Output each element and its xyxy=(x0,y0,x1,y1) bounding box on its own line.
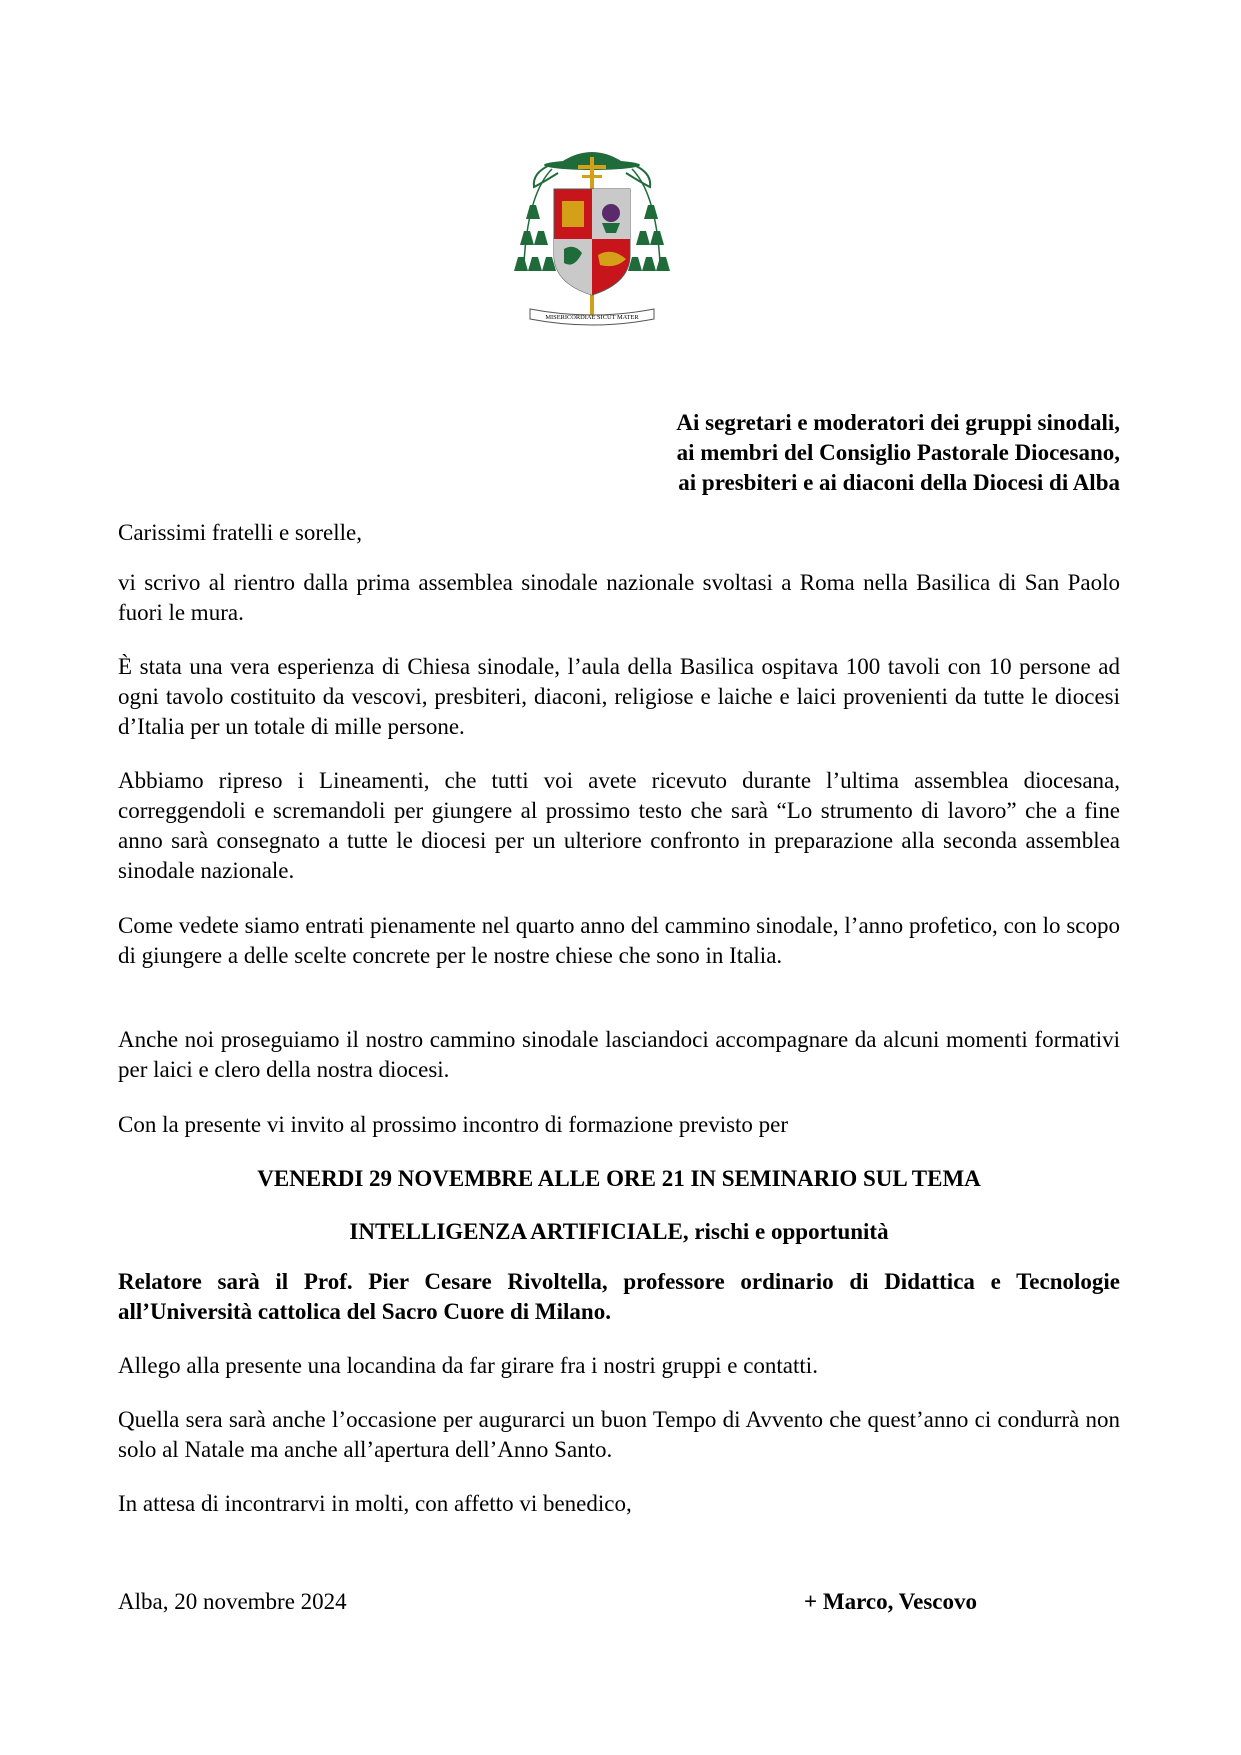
salutation: Carissimi fratelli e sorelle, xyxy=(118,520,362,545)
closing-paragraph-1 xyxy=(118,1351,1120,1381)
episcopal-coat-of-arms-icon xyxy=(512,143,672,343)
paragraph-1 xyxy=(118,568,1120,628)
addressee-line: ai presbiteri e ai diaconi della Diocesi di Alba xyxy=(678,470,1120,495)
paragraph-text: In attesa di incontrarvi in molti, con affetto vi benedico, xyxy=(118,1491,632,1516)
paragraph-6 xyxy=(118,1110,1120,1140)
paragraph-4 xyxy=(118,911,1120,971)
paragraph-text: È stata una vera esperienza di Chiesa sinodale, l’aula della Basilica ospitava 100 tavoli con 10 persone ad ogni tavolo costituito da vescovi, presbiteri, diaconi, religiose e laiche e laici provenienti da tutte le diocesi d’Italia per un totale di mille persone. xyxy=(118,654,1120,739)
paragraph-text: vi scrivo al rientro dalla prima assemblea sinodale nazionale svoltasi a Roma nella Basilica di San Paolo fuori le mura. xyxy=(118,570,1120,625)
event-topic-text: INTELLIGENZA ARTIFICIALE, rischi e opportunità xyxy=(349,1219,889,1244)
addressee-block xyxy=(540,408,1120,498)
signature: + Marco, Vescovo xyxy=(804,1589,978,1614)
paragraph-5 xyxy=(118,1025,1120,1085)
svg-text:MISERICORDIAE SICUT MATER: MISERICORDIAE SICUT MATER xyxy=(545,314,639,321)
paragraph-3 xyxy=(118,766,1120,886)
speaker-text: Relatore sarà il Prof. Pier Cesare Rivoltella, professore ordinario di Didattica e Tecnologie all’Università cattolica del Sacro Cuore di Milano. xyxy=(118,1269,1120,1324)
addressee-line: ai membri del Consiglio Pastorale Diocesano, xyxy=(676,440,1120,465)
paragraph-text: Abbiamo ripreso i Lineamenti, che tutti voi avete ricevuto durante l’ultima assemblea diocesana, correggendoli e scremandoli per giungere al prossimo testo che sarà “Lo strumento di lavoro” che a fine anno sarà consegnato a tutte le diocesi per un ulteriore confronto in preparazione alla seconda assemblea sinodale nazionale. xyxy=(118,768,1120,883)
paragraph-text: Come vedete siamo entrati pienamente nel quarto anno del cammino sinodale, l’anno profetico, con lo scopo di giungere a delle scelte concrete per le nostre chiese che sono in Italia. xyxy=(118,913,1120,968)
speaker-paragraph xyxy=(118,1267,1120,1327)
paragraph-text: Anche noi proseguiamo il nostro cammino sinodale lasciandoci accompagnare da alcuni momenti formativi per laici e clero della nostra diocesi. xyxy=(118,1027,1120,1082)
paragraph-text: Con la presente vi invito al prossimo incontro di formazione previsto per xyxy=(118,1112,789,1137)
place-date: Alba, 20 novembre 2024 xyxy=(118,1589,347,1614)
letter-body xyxy=(118,518,1120,548)
event-topic-line xyxy=(118,1217,1120,1247)
event-date-text: VENERDI 29 NOVEMBRE ALLE ORE 21 IN SEMINARIO SUL TEMA xyxy=(257,1166,981,1191)
event-date-line xyxy=(118,1164,1120,1194)
paragraph-2 xyxy=(118,652,1120,742)
paragraph-text: Quella sera sarà anche l’occasione per augurarci un buon Tempo di Avvento che quest’anno ci condurrà non solo al Natale ma anche all’apertura dell’Anno Santo. xyxy=(118,1407,1120,1462)
addressee-line: Ai segretari e moderatori dei gruppi sinodali, xyxy=(676,410,1120,435)
paragraph-text: Allego alla presente una locandina da far girare fra i nostri gruppi e contatti. xyxy=(118,1353,818,1378)
closing-paragraph-3 xyxy=(118,1489,1120,1519)
closing-paragraph-2 xyxy=(118,1405,1120,1465)
